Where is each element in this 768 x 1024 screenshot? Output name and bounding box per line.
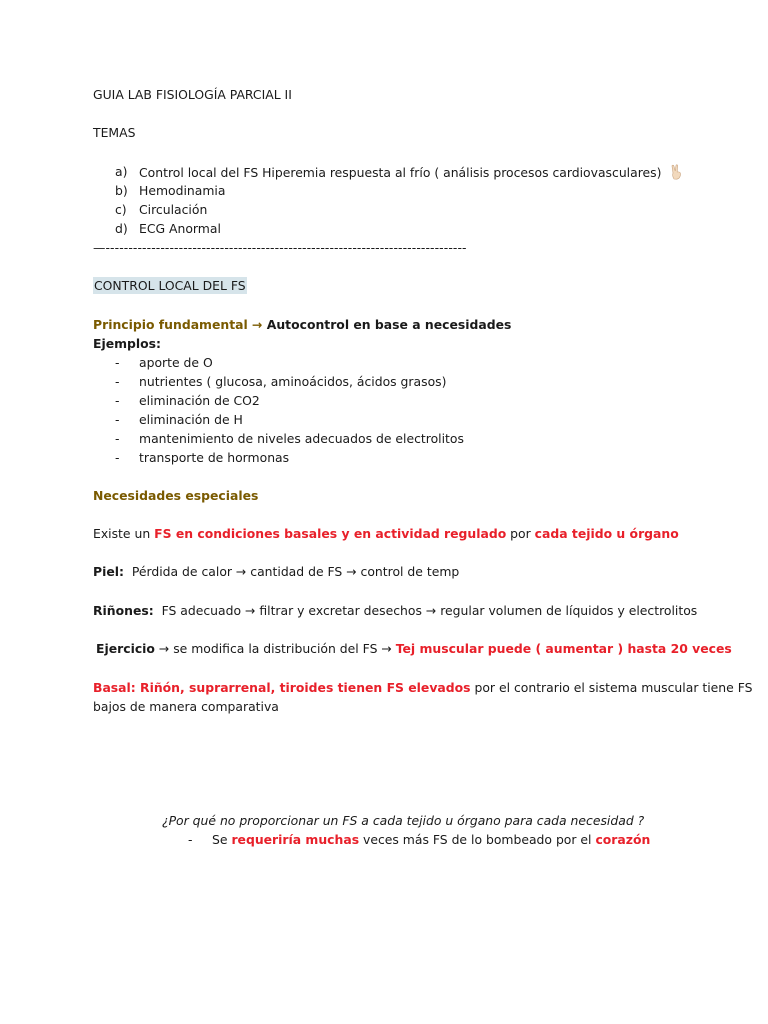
list-marker: - (115, 393, 120, 408)
ejercicio-label: Ejercicio (96, 641, 155, 656)
answer-text: Se requeriría muchas veces más FS de lo bombeado por el corazón (212, 832, 651, 847)
list-marker: - (115, 374, 120, 389)
principio-line (93, 317, 511, 333)
existe-paragraph (93, 526, 679, 542)
piel-label: Piel: (93, 564, 124, 579)
temas-heading: TEMAS (93, 125, 136, 140)
rinones-label: Riñones: (93, 603, 154, 618)
question: ¿Por qué no proporcionar un FS a cada tejido u órgano para cada necesidad ? (162, 813, 645, 828)
list-marker: - (115, 412, 120, 427)
list-marker: - (188, 832, 193, 847)
list-item-text: Circulación (139, 202, 208, 217)
existe-text: Existe un (93, 526, 155, 541)
existe-highlight: FS en condiciones basales y en actividad regulado (154, 526, 507, 541)
list-item-text: transporte de hormonas (139, 450, 290, 465)
victory-hand-icon (669, 164, 685, 184)
basal-paragraph (93, 680, 752, 696)
list-item-text: aporte de O (139, 355, 213, 370)
list-marker: c) (115, 202, 127, 217)
basal-text: por el contrario el sistema muscular tiene FS (470, 680, 753, 695)
list-item-text: Hemodinamia (139, 183, 226, 198)
principio-label: Principio fundamental (93, 317, 248, 332)
ejercicio-paragraph (96, 641, 732, 657)
list-marker: - (115, 431, 120, 446)
divider: —------------------------------------------------------------------------------- (93, 240, 467, 255)
list-marker: - (115, 450, 120, 465)
basal-text-continued: bajos de manera comparativa (93, 699, 279, 714)
list-item-text: eliminación de CO2 (139, 393, 260, 408)
list-marker: b) (115, 183, 128, 198)
list-item-text: eliminación de H (139, 412, 243, 427)
section-heading: CONTROL LOCAL DEL FS (94, 278, 246, 293)
existe-text: por (506, 526, 535, 541)
existe-highlight: cada tejido u órgano (534, 526, 679, 541)
list-item-text: Control local del FS Hiperemia respuesta al frío ( análisis procesos cardiovasculares) (139, 165, 662, 180)
arrow: → (247, 317, 267, 332)
basal-highlight: Basal: Riñón, suprarrenal, tiroides tienen FS elevados (93, 680, 471, 695)
ejercicio-text: → se modifica la distribución del FS → (154, 641, 396, 656)
list-item-text: ECG Anormal (139, 221, 221, 236)
list-item-text: nutrientes ( glucosa, aminoácidos, ácidos grasos) (139, 374, 447, 389)
rinones-text: FS adecuado → filtrar y excretar desechos → regular volumen de líquidos y electrolitos (153, 603, 698, 618)
principio-text: Autocontrol en base a necesidades (266, 317, 512, 332)
list-marker: a) (115, 164, 128, 179)
document-title: GUIA LAB FISIOLOGÍA PARCIAL II (93, 87, 292, 102)
ejercicio-highlight: Tej muscular puede ( aumentar ) hasta 20 veces (395, 641, 732, 656)
ejemplos-label: Ejemplos: (93, 336, 161, 351)
list-item-text: mantenimiento de niveles adecuados de electrolitos (139, 431, 464, 446)
necesidades-heading: Necesidades especiales (93, 488, 259, 503)
piel-text: Pérdida de calor → cantidad de FS → control de temp (123, 564, 460, 579)
piel-paragraph (93, 564, 459, 580)
list-marker: d) (115, 221, 128, 236)
rinones-paragraph (93, 603, 697, 619)
list-marker: - (115, 355, 120, 370)
